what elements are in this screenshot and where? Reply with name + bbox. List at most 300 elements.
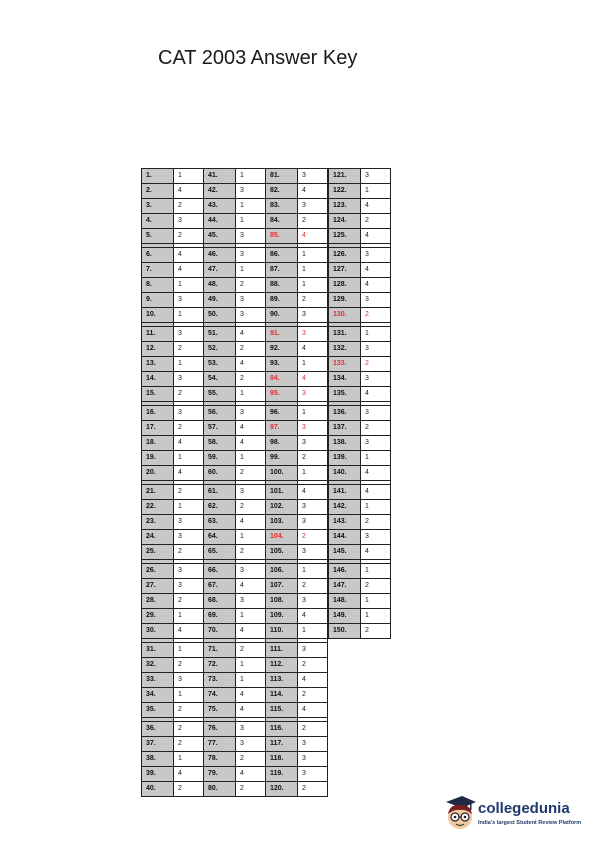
answer-row	[204, 485, 266, 500]
answer-row	[266, 421, 328, 436]
question-number: 4.	[142, 214, 174, 229]
question-number: 5.	[142, 229, 174, 244]
answer-value: 4	[174, 767, 204, 782]
question-number: 1.	[142, 169, 174, 184]
answer-value: 4	[361, 229, 391, 244]
answer-value: 4	[361, 545, 391, 560]
answer-value: 3	[174, 327, 204, 342]
answer-row	[142, 327, 204, 342]
answer-row	[266, 530, 328, 545]
answer-row	[204, 767, 266, 782]
answer-row	[204, 421, 266, 436]
question-number: 45.	[204, 229, 236, 244]
answer-value: 2	[236, 342, 266, 357]
answer-row	[266, 752, 328, 767]
answer-value: 2	[298, 579, 328, 594]
question-number: 112.	[266, 658, 298, 673]
answer-value: 3	[298, 752, 328, 767]
question-number: 13.	[142, 357, 174, 372]
question-number: 37.	[142, 737, 174, 752]
question-number: 15.	[142, 387, 174, 402]
answer-row	[204, 293, 266, 308]
answer-value: 4	[236, 421, 266, 436]
question-number: 120.	[266, 782, 298, 797]
question-number: 108.	[266, 594, 298, 609]
question-number: 20.	[142, 466, 174, 481]
answer-row	[266, 169, 328, 184]
answer-value: 3	[174, 530, 204, 545]
answer-row	[266, 214, 328, 229]
answer-column	[265, 168, 328, 797]
answer-row	[266, 406, 328, 421]
question-number: 14.	[142, 372, 174, 387]
answer-value: 2	[298, 214, 328, 229]
answer-row	[204, 564, 266, 579]
answer-value: 2	[298, 658, 328, 673]
answer-row	[142, 436, 204, 451]
question-number: 59.	[204, 451, 236, 466]
answer-value: 1	[174, 308, 204, 323]
question-number: 72.	[204, 658, 236, 673]
answer-row	[266, 688, 328, 703]
answer-row	[266, 263, 328, 278]
question-number: 34.	[142, 688, 174, 703]
answer-column	[328, 168, 391, 639]
answer-value: 4	[236, 703, 266, 718]
answer-value: 3	[361, 342, 391, 357]
answer-row	[266, 643, 328, 658]
question-number: 88.	[266, 278, 298, 293]
answer-row	[329, 169, 391, 184]
answer-row	[204, 184, 266, 199]
answer-value: 2	[174, 722, 204, 737]
answer-value: 4	[174, 624, 204, 639]
answer-row	[329, 372, 391, 387]
question-number: 94.	[266, 372, 298, 387]
answer-row	[329, 308, 391, 323]
question-number: 42.	[204, 184, 236, 199]
question-number: 30.	[142, 624, 174, 639]
answer-value: 3	[361, 436, 391, 451]
answer-row	[329, 278, 391, 293]
answer-value: 1	[361, 500, 391, 515]
question-number: 7.	[142, 263, 174, 278]
answer-value: 3	[174, 214, 204, 229]
answer-value: 3	[361, 372, 391, 387]
answer-value: 1	[298, 357, 328, 372]
answer-row	[329, 451, 391, 466]
question-number: 118.	[266, 752, 298, 767]
answer-row	[204, 688, 266, 703]
answer-row	[204, 387, 266, 402]
question-number: 11.	[142, 327, 174, 342]
answer-value: 3	[298, 436, 328, 451]
answer-row	[329, 421, 391, 436]
question-number: 9.	[142, 293, 174, 308]
question-number: 137.	[329, 421, 361, 436]
answer-row	[204, 199, 266, 214]
answer-row	[142, 782, 204, 797]
answer-row	[204, 782, 266, 797]
answer-value: 4	[236, 579, 266, 594]
answer-value: 1	[361, 184, 391, 199]
answer-row	[204, 530, 266, 545]
question-number: 58.	[204, 436, 236, 451]
answer-row	[329, 436, 391, 451]
answer-row	[266, 767, 328, 782]
answer-row	[142, 530, 204, 545]
answer-row	[329, 184, 391, 199]
answer-value: 2	[174, 485, 204, 500]
answer-value: 4	[298, 229, 328, 244]
answer-value: 1	[298, 278, 328, 293]
question-number: 49.	[204, 293, 236, 308]
answer-row	[266, 782, 328, 797]
answer-value: 1	[174, 688, 204, 703]
question-number: 126.	[329, 248, 361, 263]
answer-row	[142, 421, 204, 436]
answer-row	[266, 451, 328, 466]
question-number: 10.	[142, 308, 174, 323]
answer-value: 2	[298, 451, 328, 466]
question-number: 56.	[204, 406, 236, 421]
answer-value: 3	[236, 737, 266, 752]
question-number: 121.	[329, 169, 361, 184]
question-number: 77.	[204, 737, 236, 752]
question-number: 115.	[266, 703, 298, 718]
answer-row	[142, 609, 204, 624]
answer-value: 3	[298, 421, 328, 436]
question-number: 82.	[266, 184, 298, 199]
question-number: 119.	[266, 767, 298, 782]
answer-row	[142, 278, 204, 293]
answer-row	[204, 169, 266, 184]
question-number: 130.	[329, 308, 361, 323]
question-number: 143.	[329, 515, 361, 530]
answer-row	[142, 594, 204, 609]
answer-value: 1	[361, 564, 391, 579]
question-number: 27.	[142, 579, 174, 594]
answer-row	[204, 278, 266, 293]
answer-row	[329, 293, 391, 308]
logo-wordmark: collegedunia	[478, 800, 570, 817]
question-number: 111.	[266, 643, 298, 658]
question-number: 48.	[204, 278, 236, 293]
question-number: 17.	[142, 421, 174, 436]
answer-value: 3	[236, 248, 266, 263]
answer-value: 1	[174, 357, 204, 372]
question-number: 128.	[329, 278, 361, 293]
question-number: 127.	[329, 263, 361, 278]
answer-value: 3	[361, 169, 391, 184]
question-number: 57.	[204, 421, 236, 436]
question-number: 60.	[204, 466, 236, 481]
answer-row	[266, 372, 328, 387]
answer-value: 2	[174, 545, 204, 560]
answer-value: 1	[298, 248, 328, 263]
answer-value: 1	[361, 451, 391, 466]
question-number: 52.	[204, 342, 236, 357]
answer-row	[266, 184, 328, 199]
answer-row	[204, 609, 266, 624]
question-number: 105.	[266, 545, 298, 560]
answer-row	[329, 579, 391, 594]
question-number: 63.	[204, 515, 236, 530]
question-number: 51.	[204, 327, 236, 342]
question-number: 140.	[329, 466, 361, 481]
answer-row	[266, 737, 328, 752]
answer-value: 3	[298, 199, 328, 214]
answer-value: 1	[174, 609, 204, 624]
answer-value: 2	[361, 624, 391, 639]
answer-row	[204, 752, 266, 767]
question-number: 104.	[266, 530, 298, 545]
question-number: 38.	[142, 752, 174, 767]
answer-row	[204, 406, 266, 421]
question-number: 53.	[204, 357, 236, 372]
answer-value: 3	[236, 308, 266, 323]
question-number: 43.	[204, 199, 236, 214]
answer-value: 4	[361, 199, 391, 214]
answer-row	[204, 643, 266, 658]
answer-row	[204, 327, 266, 342]
answer-row	[204, 466, 266, 481]
answer-value: 4	[298, 703, 328, 718]
answer-value: 2	[174, 229, 204, 244]
question-number: 110.	[266, 624, 298, 639]
question-number: 70.	[204, 624, 236, 639]
answer-row	[204, 737, 266, 752]
answer-value: 3	[236, 722, 266, 737]
answer-row	[266, 342, 328, 357]
question-number: 29.	[142, 609, 174, 624]
answer-row	[266, 658, 328, 673]
answer-value: 1	[298, 466, 328, 481]
question-number: 80.	[204, 782, 236, 797]
answer-row	[142, 752, 204, 767]
question-number: 146.	[329, 564, 361, 579]
answer-row	[266, 248, 328, 263]
answer-value: 3	[236, 229, 266, 244]
answer-column	[203, 168, 266, 797]
question-number: 18.	[142, 436, 174, 451]
answer-row	[204, 515, 266, 530]
answer-value: 3	[174, 406, 204, 421]
answer-value: 1	[236, 451, 266, 466]
answer-value: 4	[361, 387, 391, 402]
answer-row	[142, 263, 204, 278]
question-number: 28.	[142, 594, 174, 609]
question-number: 90.	[266, 308, 298, 323]
question-number: 147.	[329, 579, 361, 594]
question-number: 26.	[142, 564, 174, 579]
answer-value: 3	[174, 579, 204, 594]
answer-row	[142, 451, 204, 466]
answer-row	[329, 387, 391, 402]
answer-row	[329, 530, 391, 545]
answer-value: 1	[236, 658, 266, 673]
answer-row	[142, 658, 204, 673]
question-number: 12.	[142, 342, 174, 357]
answer-value: 3	[174, 564, 204, 579]
question-number: 113.	[266, 673, 298, 688]
answer-row	[204, 229, 266, 244]
answer-value: 3	[361, 530, 391, 545]
answer-value: 2	[174, 594, 204, 609]
question-number: 69.	[204, 609, 236, 624]
answer-value: 1	[236, 609, 266, 624]
answer-row	[329, 485, 391, 500]
answer-row	[204, 308, 266, 323]
question-number: 22.	[142, 500, 174, 515]
answer-value: 3	[298, 643, 328, 658]
answer-row	[142, 722, 204, 737]
answer-row	[266, 466, 328, 481]
question-number: 39.	[142, 767, 174, 782]
question-number: 102.	[266, 500, 298, 515]
answer-row	[204, 214, 266, 229]
answer-value: 1	[236, 530, 266, 545]
question-number: 68.	[204, 594, 236, 609]
question-number: 23.	[142, 515, 174, 530]
question-number: 93.	[266, 357, 298, 372]
question-number: 79.	[204, 767, 236, 782]
answer-value: 4	[361, 278, 391, 293]
answer-row	[204, 703, 266, 718]
answer-value: 3	[298, 515, 328, 530]
question-number: 150.	[329, 624, 361, 639]
answer-row	[329, 564, 391, 579]
answer-value: 4	[298, 342, 328, 357]
question-number: 21.	[142, 485, 174, 500]
answer-row	[142, 357, 204, 372]
question-number: 41.	[204, 169, 236, 184]
answer-value: 2	[236, 372, 266, 387]
question-number: 16.	[142, 406, 174, 421]
question-number: 24.	[142, 530, 174, 545]
answer-value: 4	[298, 485, 328, 500]
answer-row	[142, 688, 204, 703]
answer-value: 3	[298, 327, 328, 342]
answer-row	[266, 485, 328, 500]
answer-row	[204, 500, 266, 515]
question-number: 129.	[329, 293, 361, 308]
answer-value: 4	[298, 184, 328, 199]
answer-value: 1	[298, 406, 328, 421]
answer-value: 4	[236, 624, 266, 639]
answer-row	[142, 500, 204, 515]
question-number: 142.	[329, 500, 361, 515]
question-number: 124.	[329, 214, 361, 229]
answer-row	[266, 500, 328, 515]
answer-row	[142, 229, 204, 244]
answer-value: 4	[236, 327, 266, 342]
answer-row	[142, 579, 204, 594]
answer-value: 4	[361, 485, 391, 500]
answer-value: 2	[361, 357, 391, 372]
answer-row	[329, 500, 391, 515]
answer-value: 4	[174, 436, 204, 451]
answer-row	[142, 248, 204, 263]
question-number: 116.	[266, 722, 298, 737]
answer-row	[329, 199, 391, 214]
answer-row	[142, 515, 204, 530]
answer-row	[204, 594, 266, 609]
answer-row	[266, 327, 328, 342]
question-number: 107.	[266, 579, 298, 594]
answer-row	[266, 199, 328, 214]
answer-value: 2	[298, 293, 328, 308]
answer-value: 4	[174, 263, 204, 278]
answer-row	[329, 545, 391, 560]
answer-value: 1	[236, 169, 266, 184]
answer-row	[142, 169, 204, 184]
mascot-graduate-icon	[440, 792, 480, 834]
question-number: 33.	[142, 673, 174, 688]
answer-value: 2	[298, 722, 328, 737]
answer-value: 2	[298, 688, 328, 703]
question-number: 62.	[204, 500, 236, 515]
answer-value: 2	[174, 737, 204, 752]
answer-value: 3	[236, 293, 266, 308]
answer-value: 1	[298, 263, 328, 278]
answer-row	[142, 767, 204, 782]
question-number: 36.	[142, 722, 174, 737]
answer-row	[142, 184, 204, 199]
answer-row	[266, 673, 328, 688]
question-number: 135.	[329, 387, 361, 402]
answer-row	[266, 515, 328, 530]
question-number: 54.	[204, 372, 236, 387]
question-number: 6.	[142, 248, 174, 263]
question-number: 136.	[329, 406, 361, 421]
answer-row	[142, 643, 204, 658]
question-number: 85.	[266, 229, 298, 244]
answer-value: 2	[236, 500, 266, 515]
answer-row	[266, 387, 328, 402]
answer-row	[329, 327, 391, 342]
answer-row	[204, 248, 266, 263]
answer-row	[204, 342, 266, 357]
answer-value: 2	[174, 342, 204, 357]
answer-row	[329, 515, 391, 530]
answer-row	[329, 594, 391, 609]
question-number: 31.	[142, 643, 174, 658]
answer-row	[266, 308, 328, 323]
question-number: 98.	[266, 436, 298, 451]
answer-value: 1	[174, 500, 204, 515]
question-number: 117.	[266, 737, 298, 752]
question-number: 83.	[266, 199, 298, 214]
answer-row	[142, 466, 204, 481]
answer-value: 2	[236, 278, 266, 293]
answer-value: 2	[174, 421, 204, 436]
answer-row	[142, 293, 204, 308]
answer-value: 2	[298, 782, 328, 797]
answer-row	[329, 263, 391, 278]
answer-value: 3	[236, 564, 266, 579]
question-number: 2.	[142, 184, 174, 199]
question-number: 65.	[204, 545, 236, 560]
answer-row	[266, 579, 328, 594]
question-number: 103.	[266, 515, 298, 530]
answer-row	[329, 609, 391, 624]
answer-value: 3	[298, 169, 328, 184]
answer-row	[142, 387, 204, 402]
answer-row	[142, 703, 204, 718]
question-number: 73.	[204, 673, 236, 688]
question-number: 78.	[204, 752, 236, 767]
